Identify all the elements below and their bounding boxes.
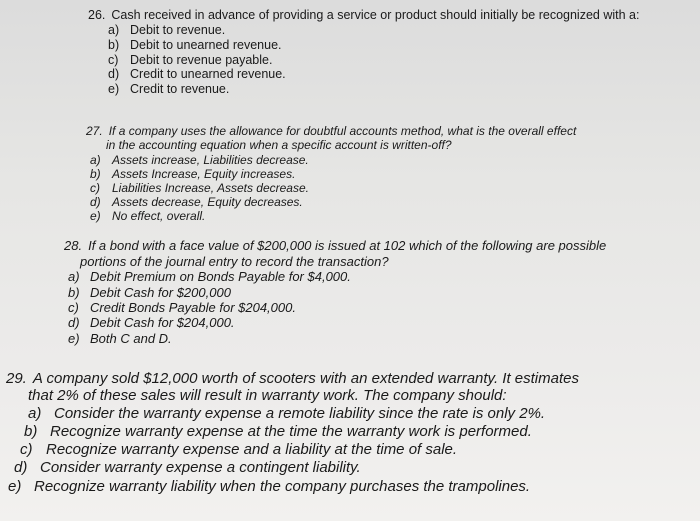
option-text: No effect, overall. bbox=[112, 209, 206, 224]
option-text: Consider the warranty expense a remote liability since the rate is only 2%. bbox=[54, 404, 546, 422]
option-text: Debit to unearned revenue. bbox=[130, 37, 282, 52]
option-letter: d) bbox=[108, 67, 120, 82]
stem-line: If a bond with a face value of $200,000 is issued at 102 which of the following are possible bbox=[88, 238, 607, 253]
stem-line: If a company uses the allowance for doubtful accounts method, what is the overall effect bbox=[108, 124, 577, 138]
option-text: Credit to unearned revenue. bbox=[130, 67, 286, 82]
question-number: 29. bbox=[6, 370, 27, 387]
option-text: Credit Bonds Payable for $204,000. bbox=[90, 299, 296, 315]
option-text: Assets decrease, Equity decreases. bbox=[112, 195, 303, 210]
option-b bbox=[108, 38, 688, 53]
stem-line: A company sold $12,000 worth of scooters with an extended warranty. It estimates bbox=[32, 370, 579, 387]
option-text: Debit to revenue. bbox=[130, 23, 226, 37]
option-letter: a) bbox=[108, 23, 120, 37]
option-letter: a) bbox=[68, 269, 80, 285]
stem-line: Cash received in advance of providing a service or product should initially be recognized with a: bbox=[111, 8, 640, 22]
option-e bbox=[108, 82, 688, 97]
option-d bbox=[90, 195, 686, 209]
option-text: Assets increase, Liabilities decrease. bbox=[112, 152, 309, 167]
option-text: Assets Increase, Equity increases. bbox=[112, 166, 296, 181]
stem-line: portions of the journal entry to record the transaction? bbox=[80, 253, 389, 269]
option-letter: c) bbox=[20, 441, 33, 459]
option-a bbox=[108, 23, 688, 38]
option-letter: d) bbox=[90, 195, 101, 210]
option-list bbox=[88, 23, 688, 97]
option-c bbox=[6, 441, 696, 459]
question-number: 28. bbox=[64, 238, 83, 253]
option-e bbox=[90, 209, 686, 223]
option-letter: c) bbox=[68, 299, 79, 315]
option-b bbox=[90, 167, 686, 181]
option-letter: e) bbox=[68, 330, 80, 346]
option-d bbox=[68, 315, 694, 330]
option-a bbox=[90, 153, 686, 167]
option-a bbox=[6, 405, 696, 423]
question-26 bbox=[88, 8, 688, 97]
option-letter: d) bbox=[14, 459, 28, 477]
question-stem bbox=[88, 8, 688, 23]
option-c bbox=[90, 181, 686, 195]
option-e bbox=[6, 478, 696, 496]
option-b bbox=[6, 423, 696, 441]
option-d bbox=[108, 67, 688, 82]
option-list bbox=[64, 269, 694, 346]
option-a bbox=[68, 269, 694, 284]
question-29 bbox=[6, 370, 696, 496]
option-letter: b) bbox=[108, 37, 120, 52]
option-text: Recognize warranty expense and a liability at the time of sale. bbox=[46, 441, 458, 459]
question-number: 26. bbox=[88, 8, 106, 22]
option-letter: e) bbox=[108, 82, 120, 96]
option-list bbox=[6, 405, 696, 496]
option-text: Liabilities Increase, Assets decrease. bbox=[112, 181, 309, 196]
option-letter: e) bbox=[8, 477, 22, 495]
option-b bbox=[68, 285, 694, 300]
option-text: Debit Premium on Bonds Payable for $4,000. bbox=[90, 269, 351, 285]
question-27 bbox=[86, 124, 686, 224]
option-letter: e) bbox=[90, 209, 101, 224]
option-text: Debit to revenue payable. bbox=[130, 52, 273, 67]
option-list bbox=[86, 153, 686, 224]
option-c bbox=[108, 53, 688, 68]
option-e bbox=[68, 331, 694, 346]
option-letter: c) bbox=[90, 181, 100, 196]
option-letter: d) bbox=[68, 315, 80, 331]
option-text: Debit Cash for $204,000. bbox=[90, 315, 235, 331]
option-text: Credit to revenue. bbox=[130, 82, 230, 96]
question-number: 27. bbox=[86, 124, 103, 138]
option-text: Both C and D. bbox=[90, 330, 172, 346]
stem-line: that 2% of these sales will result in warranty work. The company should: bbox=[28, 387, 507, 405]
option-letter: a) bbox=[90, 152, 101, 167]
question-28 bbox=[64, 238, 694, 346]
option-letter: c) bbox=[108, 52, 119, 67]
question-stem bbox=[6, 370, 696, 405]
option-c bbox=[68, 300, 694, 315]
option-letter: b) bbox=[90, 166, 101, 181]
option-letter: a) bbox=[28, 404, 42, 422]
option-text: Recognize warranty liability when the company purchases the trampolines. bbox=[34, 477, 531, 495]
option-text: Debit Cash for $200,000 bbox=[90, 284, 231, 300]
option-letter: b) bbox=[68, 284, 80, 300]
question-stem bbox=[64, 238, 694, 269]
option-text: Consider warranty expense a contingent liability. bbox=[40, 459, 361, 477]
option-letter: b) bbox=[24, 422, 38, 440]
option-d bbox=[6, 459, 696, 477]
stem-line: in the accounting equation when a specific account is written-off? bbox=[106, 138, 452, 153]
option-text: Recognize warranty expense at the time the warranty work is performed. bbox=[50, 422, 532, 440]
question-stem bbox=[86, 124, 686, 153]
